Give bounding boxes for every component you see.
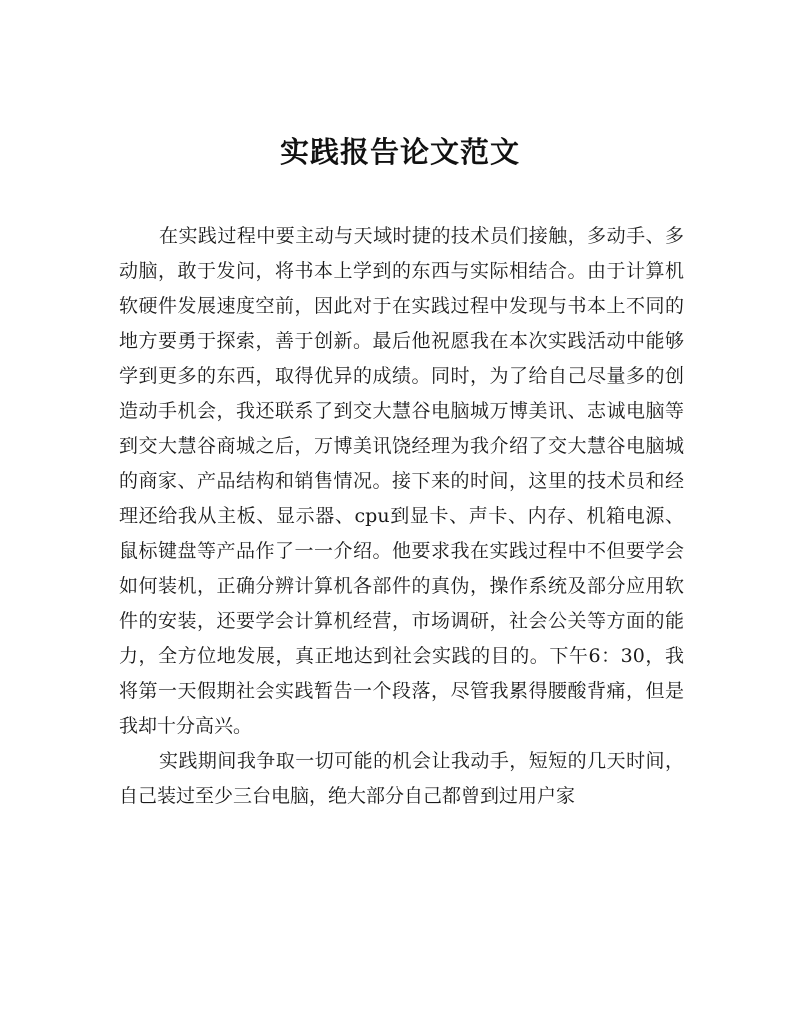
paragraph-2: 实践期间我争取一切可能的机会让我动手，短短的几天时间，自己装过至少三台电脑，绝大部分自己都曾到过用户家 bbox=[119, 750, 684, 807]
paragraph-1: 在实践过程中要主动与天域时捷的技术员们接触，多动手、多动脑，敢于发问，将书本上学到的东西与实际相结合。由于计算机软硬件发展速度空前，因此对于在实践过程中发现与书本上不同的地方要勇于探索，善于创新。最后他祝愿我在本次实践活动中能够学到更多的东西，取得优异的成绩。同时，为了给自己尽量多的创造动手机会，我还联系了到交大慧谷电脑城万博美讯、志诚电脑等到交大慧谷商城之后，万博美讯饶经理为我介绍了交大慧谷电脑城的商家、产品结构和销售情况。接下来的时间，这里的技术员和经理还给我从主板、显示器、cpu到显卡、声卡、内存、机箱电源、鼠标键盘等产品作了一一介绍。他要求我在实践过程中不但要学会如何装机，正确分辨计算机各部件的真伪，操作系统及部分应用软件的安装，还要学会计算机经营，市场调研，社会公关等方面的能力，全方位地发展，真正地达到社会实践的目的。下午6：30，我将第一天假期社会实践暂告一个段落，尽管我累得腰酸背痛，但是我却十分高兴。 bbox=[119, 225, 684, 737]
page-title: 实践报告论文范文 bbox=[279, 135, 520, 169]
document-body bbox=[119, 219, 684, 814]
